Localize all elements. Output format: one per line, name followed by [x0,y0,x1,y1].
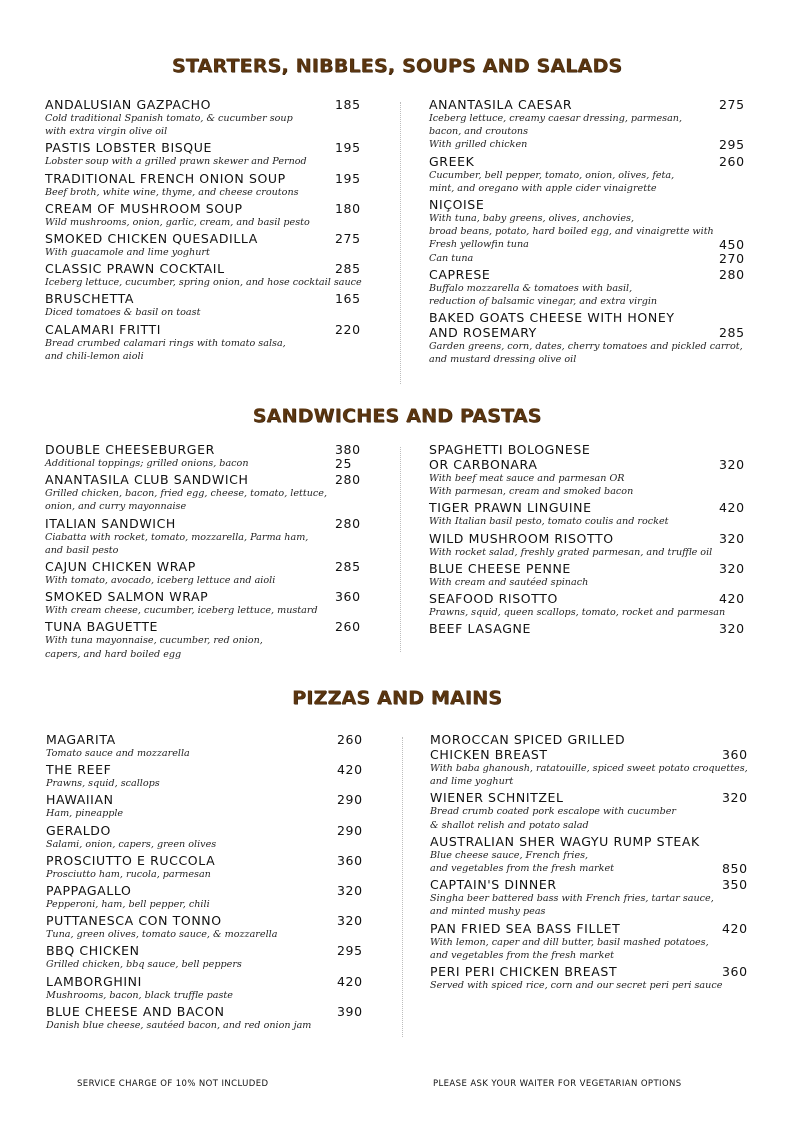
item-description: and basil pesto [45,544,119,556]
vegetarian-note: PLEASE ASK YOUR WAITER FOR VEGETARIAN OPTIONS [433,1079,682,1089]
menu-item-anantasila-caesar [429,97,764,152]
menu-item-seafood-risotto [429,591,764,619]
item-description: Pepperoni, ham, bell pepper, chili [46,899,210,911]
item-description: With guacamole and lime yoghurt [45,247,210,259]
item-description: Tuna, green olives, tomato sauce, & mozzarella [46,929,278,941]
item-price: 275 [719,97,745,112]
column-divider [400,102,401,384]
item-name: BLUE CHEESE PENNE [429,560,571,576]
item-price: 320 [337,913,363,929]
item-name: ANANTASILA CAESAR [429,97,573,112]
menu-item-smoked-salmon-wrap [45,589,385,617]
item-price: 195 [335,170,361,186]
item-price: 420 [719,591,745,607]
section-title-pizzas: PIZZAS AND MAINS [291,687,502,709]
menu-item-tuna-baguette [45,619,385,660]
menu-item-bruschetta [45,291,385,319]
item-price: 390 [337,1003,363,1019]
item-name: PUTTANESCA CON TONNO [46,913,222,929]
menu-item-ni-oise [429,197,764,265]
item-description: Salami, onion, capers, green olives [46,838,217,850]
item-option: Fresh yellowfin tuna [429,239,529,251]
item-name: MAGARITA [46,732,116,747]
item-name: SPAGHETTI BOLOGNESE [429,442,591,457]
item-name: SMOKED SALMON WRAP [45,589,209,605]
item-name-continued: OR CARBONARA [429,457,538,472]
item-price: 185 [335,97,361,112]
item-name: MOROCCAN SPICED GRILLED [430,732,626,747]
item-price: 285 [335,559,361,575]
item-description: With Italian basil pesto, tomato coulis and rocket [429,516,669,528]
item-name: ANDALUSIAN GAZPACHO [45,97,212,112]
item-option: With grilled chicken [429,139,528,151]
menu-item-captain-s-dinner [430,877,765,918]
item-description: mint, and oregano with apple cider vinaigrette [429,182,657,194]
item-name: BAKED GOATS CHEESE WITH HONEY [429,310,675,326]
item-name: NIÇOISE [429,197,485,213]
item-description: Prosciutto ham, rucola, parmesan [46,868,211,880]
menu-item-double-cheeseburger [45,442,385,470]
item-description: Cold traditional Spanish tomato, & cucumber soup [45,113,293,124]
item-name: PASTIS LOBSTER BISQUE [45,140,212,156]
item-name: WIENER SCHNITZEL [430,790,564,806]
item-price: 290 [337,792,363,808]
menu-item-pastis-lobster-bisque [45,140,385,168]
menu-item-wiener-schnitzel [430,790,765,831]
item-description: Buffalo mozzarella & tomatoes with basil, [429,282,633,294]
item-name: CAPRESE [429,266,491,282]
menu-item-italian-sandwich [45,516,385,557]
item-description: onion, and curry mayonnaise [45,501,187,513]
section-title-sandwiches: SANDWICHES AND PASTAS [252,405,542,427]
item-description: With cream cheese, cucumber, iceberg lettuce, mustard [45,605,318,617]
menu-item-tiger-prawn-linguine [429,500,764,528]
menu-item-lamborghini [46,974,386,1002]
item-price: 280 [719,266,745,282]
item-price: 280 [335,472,361,488]
item-description: With tuna mayonnaise, cucumber, red onion, [45,635,263,647]
item-name: BEEF LASAGNE [429,621,531,637]
item-name: TRADITIONAL FRENCH ONION SOUP [45,170,286,186]
item-description: bacon, and croutons [429,126,529,138]
menu-item-hawaiian [46,792,386,820]
item-description: Ham, pineapple [46,808,124,820]
item-price: 420 [719,500,745,516]
item-price: 285 [719,325,745,341]
item-option-price: 850 [722,861,748,877]
item-description: and lime yoghurt [430,776,514,788]
item-name: CAPTAIN'S DINNER [430,877,557,893]
item-description: Ciabatta with rocket, tomato, mozzarella, Parma ham, [45,531,309,543]
menu-item-andalusian-gazpacho [45,97,385,138]
item-name: CREAM OF MUSHROOM SOUP [45,200,243,216]
starters-right-column [429,97,764,369]
item-description: Prawns, squid, queen scallops, tomato, rocket and parmesan [429,607,726,619]
item-name: PROSCIUTTO E RUCCOLA [46,852,216,868]
item-description: Grilled chicken, bbq sauce, bell peppers [46,959,242,971]
item-name: BBQ CHICKEN [46,943,140,959]
item-price: 320 [722,790,748,806]
menu-item-beef-lasagne [429,621,764,636]
item-price: 380 [335,442,361,457]
item-description: With tomato, avocado, iceberg lettuce and aioli [45,575,276,587]
item-name: LAMBORGHINI [46,973,142,989]
item-description: Lobster soup with a grilled prawn skewer and Pernod [45,156,307,168]
item-name: ITALIAN SANDWICH [45,515,176,531]
item-description: reduction of balsamic vinegar, and extra virgin [429,296,658,308]
column-divider [402,737,403,1037]
item-description: Danish blue cheese, sautéed bacon, and red onion jam [46,1019,312,1031]
item-description: Iceberg lettuce, cucumber, spring onion, and hose cocktail sauce [45,277,362,289]
item-description: With cream and sautéed spinach [429,576,589,588]
item-description: Tomato sauce and mozzarella [46,748,190,759]
menu-item-australian-sher-wagyu-rump-steak [430,834,765,875]
item-price: 290 [337,822,363,838]
item-description: and chili-lemon aioli [45,350,144,362]
mains-right-column [430,732,765,994]
item-description: Blue cheese sauce, French fries, [430,849,589,861]
item-description: broad beans, potato, hard boiled egg, and vinaigrette with [429,226,714,238]
menu-item-bbq-chicken [46,943,386,971]
item-price: 295 [337,943,363,959]
item-name: SMOKED CHICKEN QUESADILLA [45,231,258,247]
item-name: GERALDO [46,822,111,838]
item-name: BRUSCHETTA [45,291,135,307]
item-price: 320 [719,457,745,472]
item-price: 360 [337,852,363,868]
sandwiches-right-column [429,442,764,638]
item-description: and mustard dressing olive oil [429,354,577,366]
item-option: Additional toppings; grilled onions, bacon [45,458,249,469]
item-name: ANANTASILA CLUB SANDWICH [45,472,249,488]
item-description: Iceberg lettuce, creamy caesar dressing, parmesan, [429,113,683,124]
menu-item-anantasila-club-sandwich [45,472,385,513]
item-description: Served with spiced rice, corn and our secret peri peri sauce [430,980,723,992]
item-name-continued: AND ROSEMARY [429,325,537,341]
item-description: & shallot relish and potato salad [430,819,589,831]
item-option-price: 25 [335,456,353,471]
menu-item-peri-peri-chicken-breast [430,964,765,992]
section-title-starters: STARTERS, NIBBLES, SOUPS AND SALADS [171,55,623,77]
item-description: Bread crumb coated pork escalope with cucumber [430,806,676,818]
item-price: 360 [335,589,361,605]
item-price: 260 [719,153,745,169]
menu-item-smoked-chicken-quesadilla [45,231,385,259]
item-description: Mushrooms, bacon, black truffle paste [46,989,233,1001]
item-name: CALAMARI FRITTI [45,321,162,337]
item-price: 260 [337,732,363,747]
menu-item-puttanesca-con-tonno [46,913,386,941]
menu-item-greek [429,154,764,195]
item-price: 320 [337,883,363,899]
item-price: 420 [337,762,363,778]
item-description: with extra virgin olive oil [45,126,168,138]
item-price: 350 [722,877,748,893]
starters-left-column [45,97,385,365]
sandwiches-left-column [45,442,385,663]
item-name: TUNA BAGUETTE [45,619,159,635]
item-description: With parmesan, cream and smoked bacon [429,486,634,498]
item-name: WILD MUSHROOM RISOTTO [429,530,614,546]
item-name: HAWAIIAN [46,792,114,808]
menu-item-classic-prawn-cocktail [45,261,385,289]
menu-item-caprese [429,267,764,308]
item-name-continued: CHICKEN BREAST [430,747,548,762]
menu-item-calamari-fritti [45,322,385,363]
menu-item-magarita [46,732,386,760]
item-name: GREEK [429,153,475,169]
menu-item-prosciutto-e-ruccola [46,853,386,881]
item-price: 320 [719,560,745,576]
item-option: and vegetables from the fresh market [430,863,614,875]
item-description: capers, and hard boiled egg [45,648,182,660]
menu-item-geraldo [46,823,386,851]
item-price: 165 [335,291,361,307]
menu-item-cajun-chicken-wrap [45,559,385,587]
item-price: 360 [722,964,748,980]
item-description: Cucumber, bell pepper, tomato, onion, olives, feta, [429,169,675,181]
menu-item-pappagallo [46,883,386,911]
item-name: PAN FRIED SEA BASS FILLET [430,920,621,936]
service-charge-note: SERVICE CHARGE OF 10% NOT INCLUDED [77,1079,269,1089]
item-description: Wild mushrooms, onion, garlic, cream, and basil pesto [45,216,310,228]
item-price: 280 [335,515,361,531]
item-price: 420 [722,920,748,936]
item-price: 260 [335,619,361,635]
menu-item-pan-fried-sea-bass-fillet [430,921,765,962]
pizzas-left-column [46,732,386,1034]
item-description: Prawns, squid, scallops [46,778,160,790]
item-description: and minted mushy peas [430,906,546,918]
item-name: PERI PERI CHICKEN BREAST [430,964,618,980]
menu-item-moroccan-spiced-grilled [430,732,765,788]
item-price: 320 [719,530,745,546]
menu-item-wild-mushroom-risotto [429,531,764,559]
item-description: Bread crumbed calamari rings with tomato salsa, [45,337,286,349]
item-description: Garden greens, corn, dates, cherry tomatoes and pickled carrot, [429,341,743,353]
item-price: 220 [335,321,361,337]
item-description: Grilled chicken, bacon, fried egg, cheese, tomato, lettuce, [45,488,328,500]
item-price: 320 [719,621,745,637]
item-option-price: 295 [719,137,745,153]
item-description: With rocket salad, freshly grated parmesan, and truffle oil [429,546,713,558]
menu-item-the-reef [46,762,386,790]
menu-item-blue-cheese-and-bacon [46,1004,386,1032]
menu-item-blue-cheese-penne [429,561,764,589]
item-price: 195 [335,140,361,156]
item-price: 180 [335,200,361,216]
item-name: PAPPAGALLO [46,883,132,899]
item-description: Beef broth, white wine, thyme, and cheese croutons [45,186,299,198]
item-price: 275 [335,231,361,247]
item-description: Singha beer battered bass with French fries, tartar sauce, [430,893,714,905]
item-description: and vegetables from the fresh market [430,949,614,961]
item-name: AUSTRALIAN SHER WAGYU RUMP STEAK [430,833,700,849]
item-price: 420 [337,973,363,989]
item-name: BLUE CHEESE AND BACON [46,1003,225,1019]
column-divider [400,447,401,652]
item-description: With lemon, caper and dill butter, basil mashed potatoes, [430,936,709,948]
item-option-price: 450 [719,237,745,253]
item-option: Can tuna [429,252,474,264]
menu-item-traditional-french-onion-soup [45,171,385,199]
item-description: With baba ghanoush, ratatouille, spiced sweet potato croquettes, [430,763,748,774]
item-price: 285 [335,261,361,277]
item-description: With tuna, baby greens, olives, anchovies, [429,213,635,225]
item-price: 360 [722,747,748,762]
item-name: THE REEF [46,762,112,778]
menu-item-spaghetti-bolognese [429,442,764,498]
item-name: SEAFOOD RISOTTO [429,591,558,607]
item-name: CAJUN CHICKEN WRAP [45,559,196,575]
item-name: DOUBLE CHEESEBURGER [45,442,215,457]
menu-item-baked-goats-cheese-with-honey [429,310,764,366]
item-description: Diced tomatoes & basil on toast [45,307,201,319]
item-description: With beef meat sauce and parmesan OR [429,473,625,484]
menu-item-cream-of-mushroom-soup [45,201,385,229]
item-option-price: 270 [719,250,745,266]
item-name: TIGER PRAWN LINGUINE [429,500,592,516]
item-name: CLASSIC PRAWN COCKTAIL [45,261,225,277]
